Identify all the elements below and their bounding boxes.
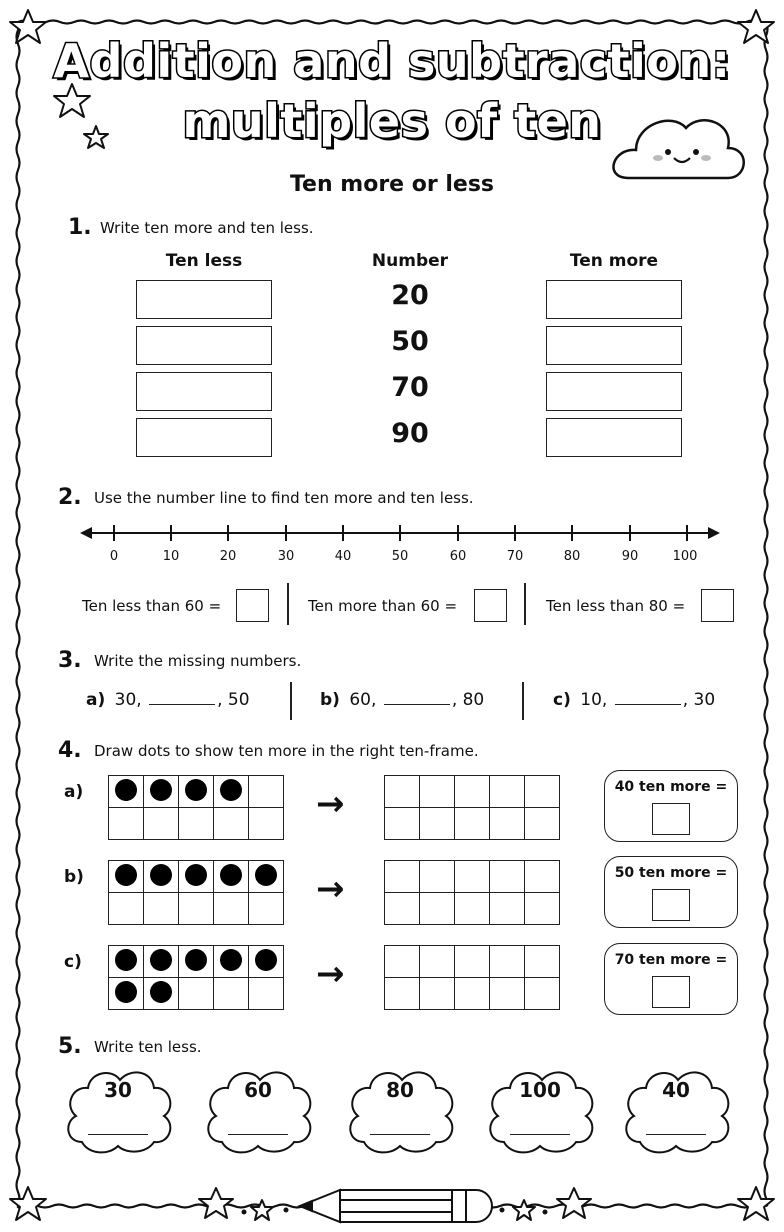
ten-frame-cell[interactable]	[385, 861, 420, 893]
ten-frame-cell[interactable]	[385, 808, 420, 840]
row-label-c: c)	[64, 952, 82, 972]
ten-more-answer-box[interactable]	[546, 280, 682, 319]
header-ten-less: Ten less	[165, 251, 243, 271]
missing-number-blank[interactable]	[615, 690, 681, 705]
missing-number-blank[interactable]	[149, 690, 215, 705]
cloud-number: 80	[386, 1078, 414, 1102]
ten-more-answer-box[interactable]	[546, 372, 682, 411]
counter-dot	[115, 864, 137, 886]
ten-frame-cell	[109, 776, 144, 808]
star-icon	[738, 1187, 774, 1220]
ten-frame-cell	[179, 893, 214, 925]
result-label: 40 ten more =	[614, 779, 728, 795]
number-value: 90	[391, 418, 429, 449]
ten-frame-given	[108, 860, 284, 925]
star-icon	[199, 1188, 233, 1218]
counter-dot	[150, 779, 172, 801]
tick-label: 0	[109, 549, 119, 564]
answer-line[interactable]	[646, 1134, 706, 1135]
counter-dot	[185, 779, 207, 801]
ten-frame-cell	[249, 861, 284, 893]
answer-box[interactable]	[236, 589, 269, 622]
ten-frame-given	[108, 775, 284, 840]
answer-line[interactable]	[88, 1134, 148, 1135]
ten-frame-cell	[144, 893, 179, 925]
question-2-number: 2.	[58, 485, 82, 510]
ten-frame-cell[interactable]	[490, 946, 525, 978]
arrow-icon: →	[316, 869, 345, 909]
ten-frame-cell[interactable]	[490, 978, 525, 1010]
ten-frame-cell	[109, 978, 144, 1010]
ten-frame-cell	[179, 808, 214, 840]
ten-frame-cell	[144, 861, 179, 893]
question-5-instruction: Write ten less.	[94, 1038, 202, 1056]
header-number: Number	[371, 251, 449, 271]
ten-frame-cell	[109, 893, 144, 925]
missing-number-blank[interactable]	[384, 690, 450, 705]
ten-frame-cell[interactable]	[525, 776, 560, 808]
counter-dot	[220, 864, 242, 886]
ten-frame-cell[interactable]	[420, 946, 455, 978]
ten-frame-cell[interactable]	[525, 893, 560, 925]
ten-frame-cell	[249, 808, 284, 840]
tick-label: 20	[219, 549, 237, 564]
row-label-a: a)	[64, 782, 84, 802]
ten-frame-cell	[214, 861, 249, 893]
result-label: 50 ten more =	[614, 865, 728, 881]
ten-frame-cell[interactable]	[525, 808, 560, 840]
arrow-icon: →	[316, 784, 345, 824]
header-ten-more: Ten more	[569, 251, 659, 271]
ten-frame-answer[interactable]	[384, 860, 560, 925]
ten-frame-cell[interactable]	[455, 861, 490, 893]
counter-dot	[255, 864, 277, 886]
ten-frame-cell	[144, 776, 179, 808]
answer-line[interactable]	[510, 1134, 570, 1135]
ten-frame-cell	[249, 978, 284, 1010]
prompt-ten-less-than-80: Ten less than 80 =	[546, 597, 686, 615]
ten-frame-cell	[179, 978, 214, 1010]
ten-frame-cell[interactable]	[490, 893, 525, 925]
ten-frame-cell	[249, 776, 284, 808]
ten-more-answer-box[interactable]	[546, 418, 682, 457]
ten-frame-cell[interactable]	[525, 978, 560, 1010]
row-label-b: b)	[64, 867, 84, 887]
sequence-end: , 30	[682, 690, 716, 710]
ten-frame-cell[interactable]	[420, 808, 455, 840]
ten-frame-cell[interactable]	[385, 978, 420, 1010]
star-icon	[10, 1187, 46, 1220]
ten-frame-cell	[214, 776, 249, 808]
tick-label: 60	[449, 549, 467, 564]
number-line	[80, 520, 720, 550]
sequence-b	[320, 690, 484, 710]
sequence-end: , 50	[217, 690, 250, 710]
question-3-number: 3.	[58, 648, 82, 673]
question-3-instruction: Write the missing numbers.	[94, 652, 302, 670]
tick-label: 100	[672, 549, 698, 564]
result-label: 70 ten more =	[614, 952, 728, 968]
result-box	[604, 770, 738, 842]
ten-frame-cell[interactable]	[385, 893, 420, 925]
counter-dot	[115, 779, 137, 801]
ten-frame-cell[interactable]	[455, 893, 490, 925]
ten-frame-cell	[179, 776, 214, 808]
result-answer-box[interactable]	[652, 976, 690, 1008]
ten-frame-cell	[109, 808, 144, 840]
ten-frame-cell	[144, 808, 179, 840]
question-5-number: 5.	[58, 1034, 82, 1059]
ten-frame-cell	[144, 978, 179, 1010]
tick-label: 50	[391, 549, 409, 564]
number-value: 50	[391, 326, 429, 357]
sequence-c	[553, 690, 715, 710]
ten-frame-cell[interactable]	[385, 946, 420, 978]
divider	[287, 583, 289, 625]
cloud-number: 100	[519, 1078, 561, 1102]
prompt-ten-less-than-60: Ten less than 60 =	[82, 597, 222, 615]
divider	[524, 583, 526, 625]
arrow-icon: →	[316, 954, 345, 994]
cloud-number: 40	[662, 1078, 690, 1102]
ten-frame-cell[interactable]	[490, 776, 525, 808]
subtitle: Ten more or less	[289, 172, 495, 197]
tick-label: 90	[621, 549, 639, 564]
title-line-1: Addition and subtraction:	[53, 34, 731, 88]
divider	[290, 682, 292, 720]
cloud-number: 30	[104, 1078, 132, 1102]
counter-dot	[185, 949, 207, 971]
item-label: a)	[86, 690, 106, 710]
result-answer-box[interactable]	[652, 803, 690, 835]
ten-less-answer-box[interactable]	[136, 280, 272, 319]
prompt-ten-more-than-60: Ten more than 60 =	[308, 597, 458, 615]
ten-frame-cell	[214, 893, 249, 925]
tick-label: 80	[563, 549, 581, 564]
sequence-start: 10,	[580, 690, 608, 710]
title-line-2: multiples of ten	[182, 94, 602, 148]
counter-dot	[115, 981, 137, 1003]
ten-frame-cell[interactable]	[455, 978, 490, 1010]
ten-frame-cell	[249, 946, 284, 978]
ten-frame-cell[interactable]	[420, 893, 455, 925]
counter-dot	[185, 864, 207, 886]
counter-dot	[220, 779, 242, 801]
ten-frame-cell	[214, 808, 249, 840]
cloud-number: 60	[244, 1078, 272, 1102]
ten-frame-cell[interactable]	[490, 861, 525, 893]
ten-frame-cell	[214, 978, 249, 1010]
ten-frame-cell	[214, 946, 249, 978]
counter-dot	[220, 949, 242, 971]
result-answer-box[interactable]	[652, 889, 690, 921]
tick-label: 40	[334, 549, 352, 564]
sequence-start: 60,	[349, 690, 377, 710]
result-box	[604, 856, 738, 928]
item-label: c)	[553, 690, 571, 710]
ten-less-answer-box[interactable]	[136, 418, 272, 457]
counter-dot	[150, 864, 172, 886]
ten-frame-cell[interactable]	[525, 946, 560, 978]
answer-line[interactable]	[370, 1134, 430, 1135]
ten-frame-cell[interactable]	[525, 861, 560, 893]
result-box	[604, 943, 738, 1015]
answer-line[interactable]	[228, 1134, 288, 1135]
number-value: 20	[391, 280, 429, 311]
question-1-instruction: Write ten more and ten less.	[100, 219, 314, 237]
ten-frame-cell[interactable]	[490, 808, 525, 840]
item-label: b)	[320, 690, 340, 710]
counter-dot	[255, 949, 277, 971]
counter-dot	[115, 949, 137, 971]
ten-frame-answer[interactable]	[384, 775, 560, 840]
ten-frame-cell	[109, 946, 144, 978]
ten-frame-cell[interactable]	[420, 978, 455, 1010]
answer-box[interactable]	[701, 589, 734, 622]
ten-frame-cell	[144, 946, 179, 978]
star-icon	[557, 1188, 591, 1218]
question-4-instruction: Draw dots to show ten more in the right ten-frame.	[94, 742, 479, 760]
ten-frame-cell[interactable]	[455, 946, 490, 978]
question-4-number: 4.	[58, 738, 82, 763]
answer-box[interactable]	[474, 589, 507, 622]
number-value: 70	[391, 372, 429, 403]
tick-label: 30	[277, 549, 295, 564]
pencil-icon	[300, 1190, 492, 1222]
sequence-start: 30,	[114, 690, 142, 710]
sequence-end: , 80	[451, 690, 485, 710]
ten-frame-cell	[249, 893, 284, 925]
ten-less-answer-box[interactable]	[136, 372, 272, 411]
tick-label: 70	[506, 549, 524, 564]
ten-frame-cell	[109, 861, 144, 893]
tick-label: 10	[162, 549, 180, 564]
question-1-number: 1.	[68, 215, 92, 240]
counter-dot	[150, 949, 172, 971]
ten-frame-cell[interactable]	[420, 776, 455, 808]
ten-frame-cell	[179, 946, 214, 978]
ten-frame-cell	[179, 861, 214, 893]
star-icon	[251, 1200, 273, 1220]
ten-frame-given	[108, 945, 284, 1010]
ten-frame-cell[interactable]	[455, 776, 490, 808]
ten-frame-cell[interactable]	[385, 776, 420, 808]
sequence-a	[86, 690, 250, 710]
ten-more-answer-box[interactable]	[546, 326, 682, 365]
ten-frame-cell[interactable]	[455, 808, 490, 840]
divider	[522, 682, 524, 720]
ten-frame-cell[interactable]	[420, 861, 455, 893]
star-icon	[513, 1200, 535, 1220]
ten-less-answer-box[interactable]	[136, 326, 272, 365]
counter-dot	[150, 981, 172, 1003]
ten-frame-answer[interactable]	[384, 945, 560, 1010]
question-2-instruction: Use the number line to find ten more and ten less.	[94, 489, 474, 507]
